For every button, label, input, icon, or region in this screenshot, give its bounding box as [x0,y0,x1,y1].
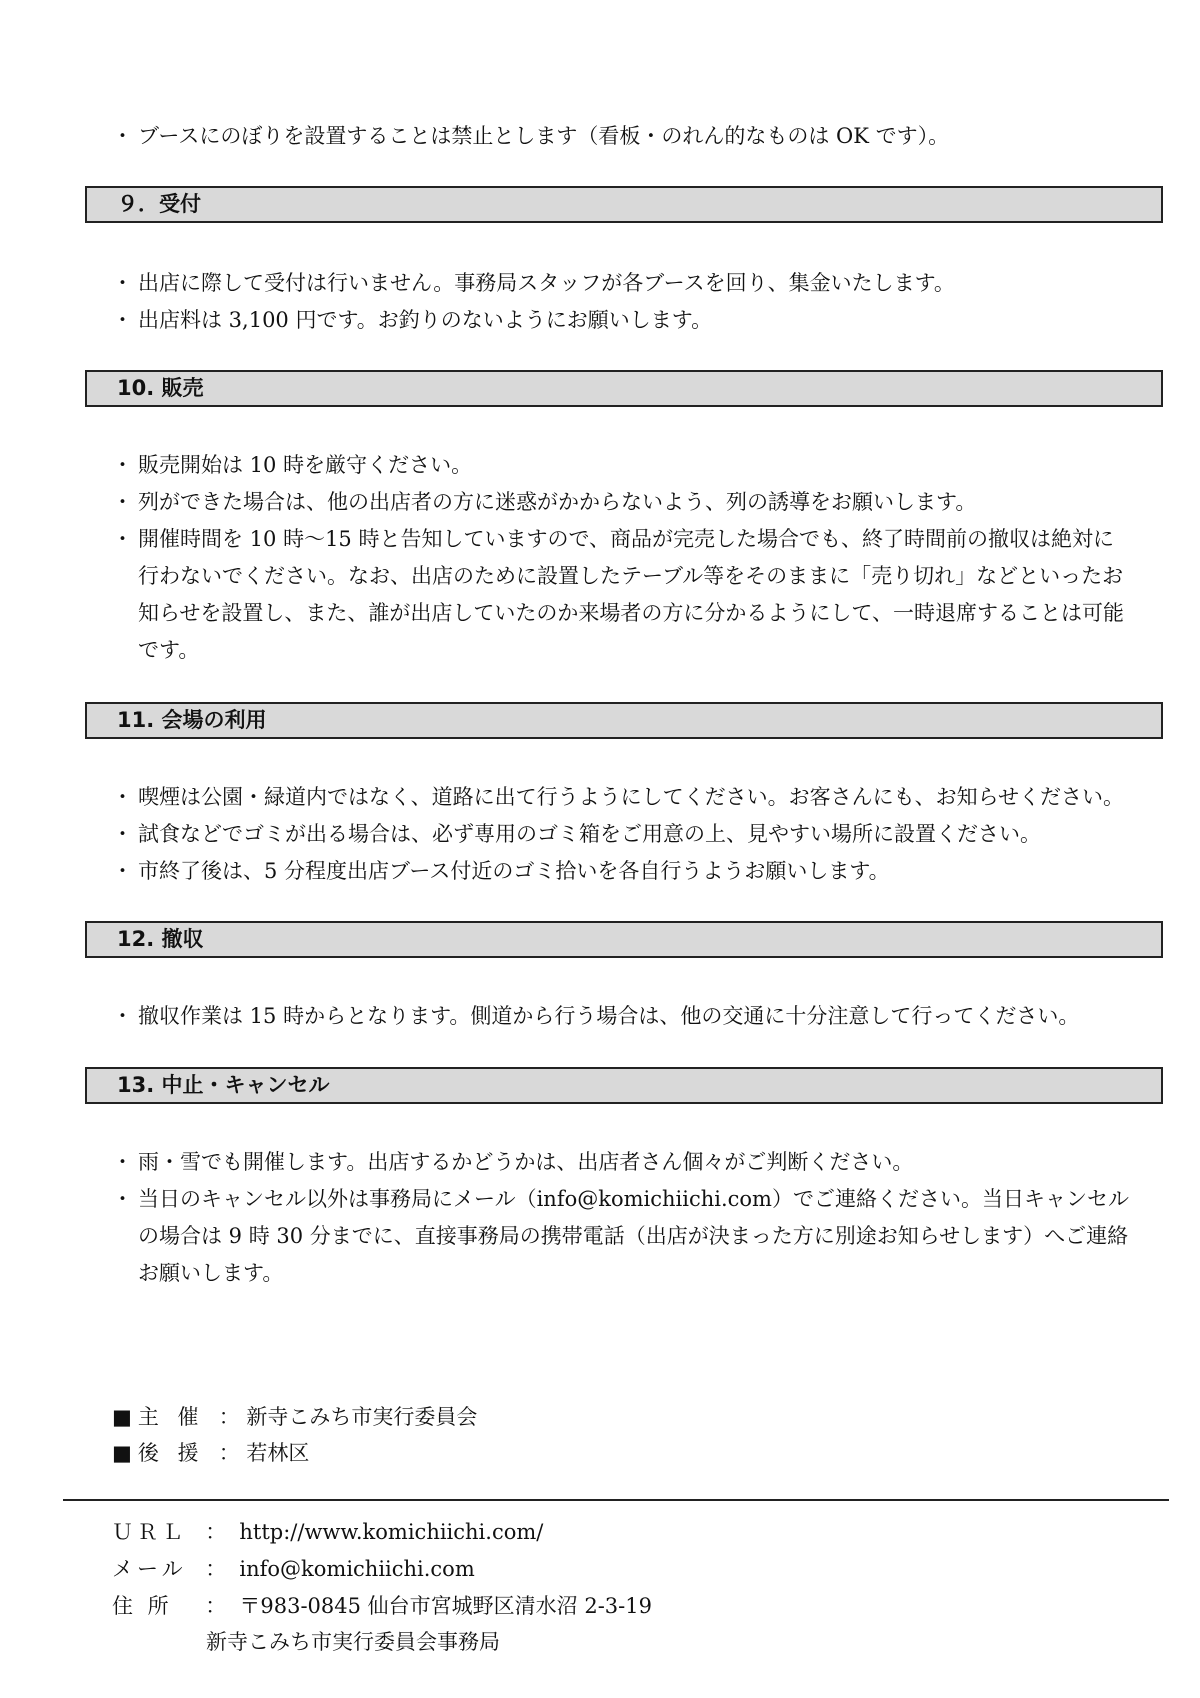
item-text: 雨・雪でも開催します。出店するかどうかは、出店者さん個々がご判断ください。 [138,1150,914,1174]
footer-divider [63,1499,1169,1501]
item-text: 市終了後は、5 分程度出店ブース付近のゴミ拾いを各自行うようお願いします。 [138,859,890,883]
bullet-mark: ・ [112,785,133,809]
list-item [112,484,1132,521]
item-text: 出店料は 3,100 円です。お釣りのないようにお願いします。 [138,308,713,332]
bullet-mark: ・ [112,527,133,551]
bullet-mark: ・ [112,822,133,846]
item-text: 販売開始は 10 時を厳守ください。 [138,453,473,477]
list-item [112,998,1132,1035]
url-link[interactable]: http://www.komichiichi.com/ [239,1520,544,1544]
bullet-mark: ・ [112,308,133,332]
bullet-mark: ・ [112,1004,133,1028]
bullet-mark: ・ [112,453,133,477]
item-text: 出店に際して受付は行いません。事務局スタッフが各ブースを回り、集金いたします。 [138,271,955,295]
contact-url [112,1514,543,1550]
item-text: ブースにのぼりを設置することは禁止とします（看板・のれん的なものは OK です）。 [138,124,950,148]
organizer-support-label: ■後 援 [112,1441,205,1465]
address-label: 住 所 [112,1594,173,1618]
contact-mail [112,1551,475,1587]
item-text: 喫煙は公園・緑道内ではなく、道路に出て行うようにしてください。お客さんにも、お知らせください。 [138,785,1124,809]
item-text: 列ができた場合は、他の出店者の方に迷惑がかからないよう、列の誘導をお願いします。 [138,490,977,514]
item-text: 撤収作業は 15 時からとなります。側道から行う場合は、他の交通に十分注意して行ってください。 [138,1004,1080,1028]
item-text: 開催時間を 10 時～15 時と告知していますので、商品が完売した場合でも、終了時間前の撤収は絶対に行わないでください。なお、出店のために設置したテーブル等をそのままに「売り切れ」などといったお知らせを設置し、また、誰が出店していたのか来場者の方に分かるようにして、一時退席することは可能です。 [138,527,1124,662]
url-label: ＵＲＬ [112,1520,187,1544]
list-item [112,521,1132,669]
contact-sep: ： [205,1520,227,1544]
bullet-mark: ・ [112,859,133,883]
contact-sep: ： [205,1594,227,1618]
list-item [112,816,1132,853]
contact-office [206,1624,500,1660]
list-item [112,779,1132,816]
address-value: 〒983-0845 仙台市宮城野区清水沼 2-3-19 [239,1594,652,1618]
bullet-mark: ・ [112,271,133,295]
list-item [112,302,1132,339]
contact-sep: ： [205,1557,227,1581]
contact-address [112,1588,652,1624]
section-header-reception: ９．受付 [85,186,1163,223]
section-header-teardown: 12. 撤収 [85,921,1163,958]
organizer-host-label: ■主 催 [112,1405,205,1429]
list-item [112,447,1132,484]
list-item [112,1144,1132,1181]
organizer-sep: ： [218,1441,240,1465]
section-header-sales: 10. 販売 [85,370,1163,407]
organizer-support [112,1436,309,1470]
office-name: 新寺こみち市実行委員会事務局 [206,1630,500,1654]
mail-link[interactable]: info@komichiichi.com [239,1557,475,1581]
bullet-mark: ・ [112,124,133,148]
section-header-cancellation: 13. 中止・キャンセル [85,1067,1163,1104]
bullet-mark: ・ [112,490,133,514]
section-header-venue-use: 11. 会場の利用 [85,702,1163,739]
list-item [112,1181,1132,1292]
list-item [112,265,1132,302]
mail-label: メール [112,1557,187,1581]
bullet-mark: ・ [112,1150,133,1174]
organizer-host-value: 新寺こみち市実行委員会 [246,1405,478,1429]
organizer-support-value: 若林区 [246,1441,310,1465]
item-text: 当日のキャンセル以外は事務局にメール（info@komichiichi.com）でご連絡ください。当日キャンセルの場合は 9 時 30 分までに、直接事務局の携帯電話（出店が決まった方に別途お知らせします）へご連絡お願いします。 [138,1187,1129,1285]
bullet-mark: ・ [112,1187,133,1211]
item-text: 試食などでゴミが出る場合は、必ず専用のゴミ箱をご用意の上、見やすい場所に設置ください。 [138,822,1041,846]
organizer-sep: ： [218,1405,240,1429]
organizer-host [112,1400,477,1434]
list-item [112,853,1132,890]
intro-item [112,118,1132,155]
